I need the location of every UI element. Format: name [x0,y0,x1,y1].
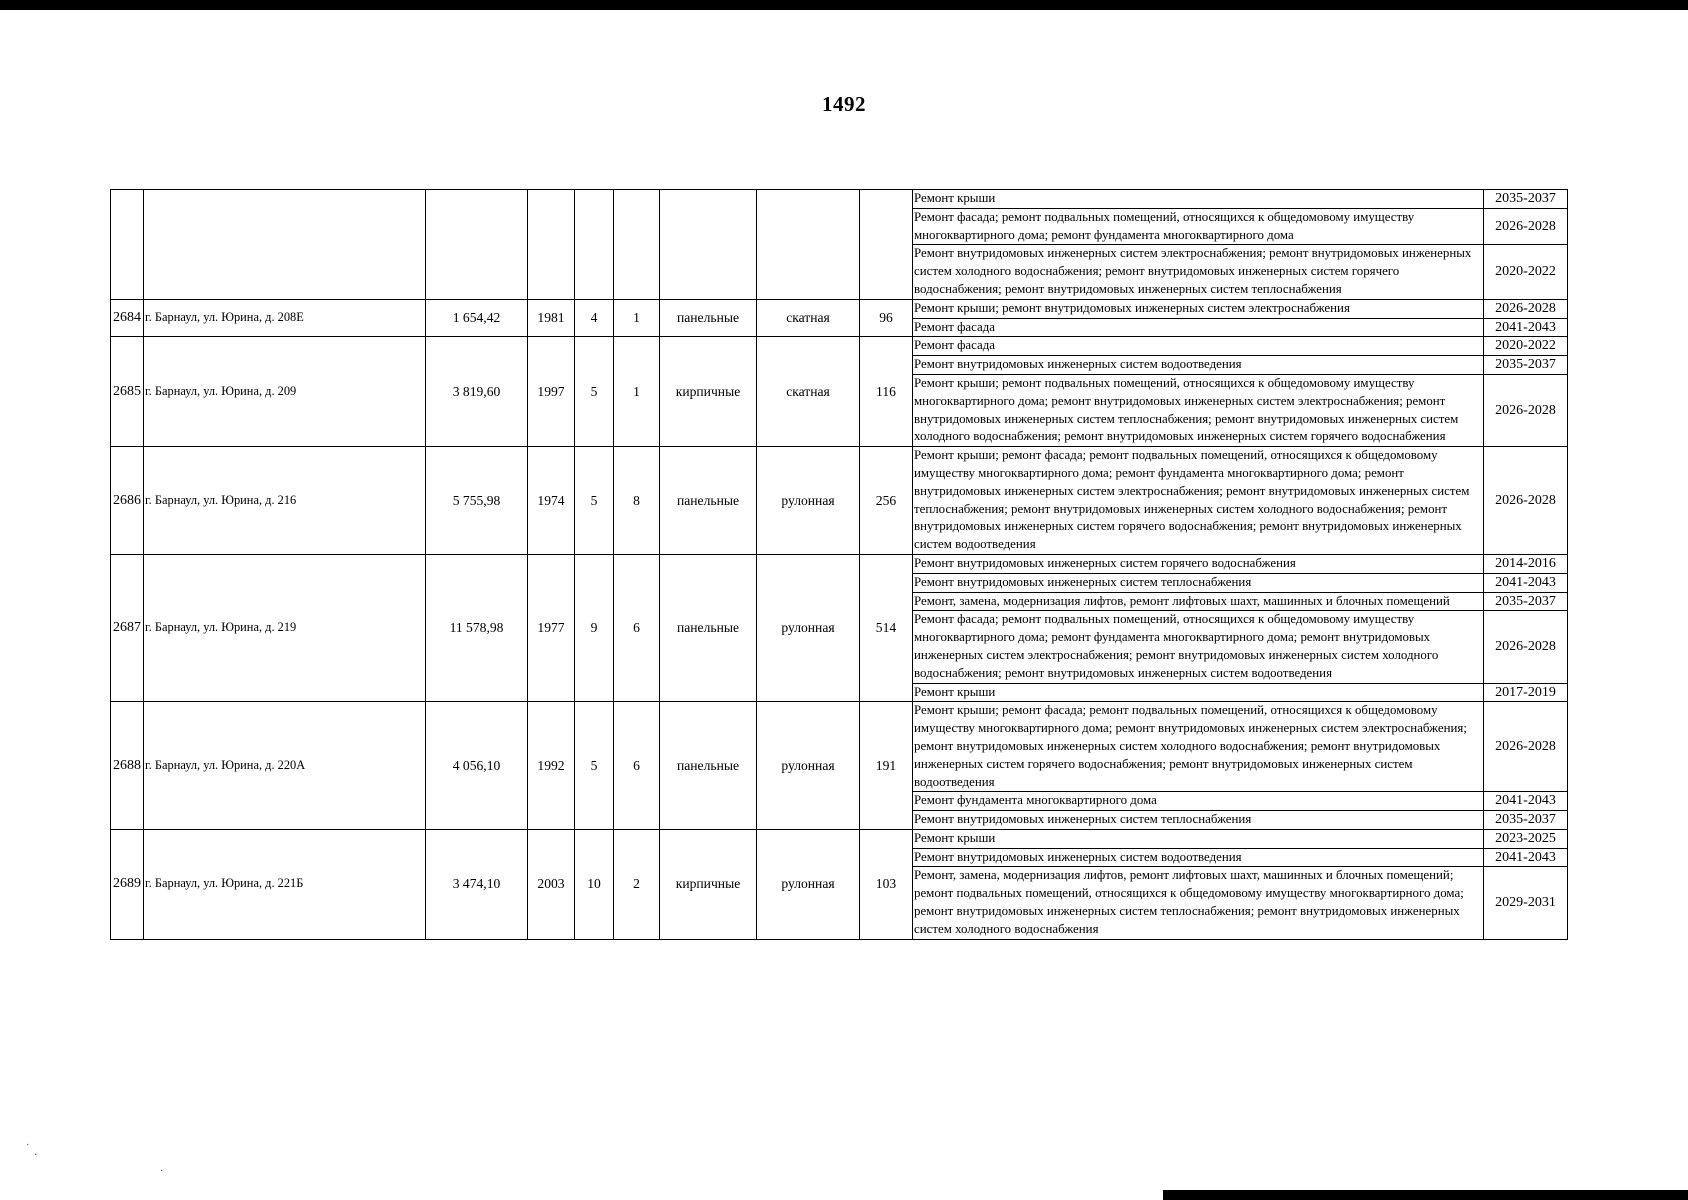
page-number: 1492 [822,92,866,116]
repair-work-cell: Ремонт крыши; ремонт внутридомовых инженерных систем электроснабжения [913,299,1484,318]
repair-work-cell: Ремонт внутридомовых инженерных систем горячего водоснабжения [913,554,1484,573]
scan-speck: · [26,1140,30,1151]
repair-work-cell: Ремонт фасада; ремонт подвальных помещений, относящихся к общедомовому имуществу многоквартирного дома; ремонт фундамента многоквартирного дома; ремонт внутридомовых инженерных систем электроснабжения; ремонт внутридомовых инженерных систем холодного водоснабжения; ремонт внутридомовых инженерных систем водоотведения [913,611,1484,683]
roof-cell: рулонная [757,554,860,701]
scan-top-border [0,0,1688,10]
floors-cell: 4 [575,299,614,337]
repair-work-cell: Ремонт крыши [913,829,1484,848]
repair-work-cell: Ремонт внутридомовых инженерных систем электроснабжения; ремонт внутридомовых инженерных систем холодного водоснабжения; ремонт внутридомовых инженерных систем горячего водоснабжения; ремонт внутридомовых инженерных систем теплоснабжения [913,245,1484,299]
repair-period-cell: 2017-2019 [1484,683,1568,702]
roof-cell: рулонная [757,447,860,555]
address-cell: г. Барнаул, ул. Юрина, д. 221Б [144,829,426,939]
address-cell: г. Барнаул, ул. Юрина, д. 209 [144,337,426,447]
roof-cell: рулонная [757,829,860,939]
area-cell [426,190,528,300]
register-body [111,190,1568,940]
repair-work-cell: Ремонт, замена, модернизация лифтов, ремонт лифтовых шахт, машинных и блочных помещений; ремонт подвальных помещений, относящихся к общедомовому имуществу многоквартирного дома; ремонт внутридомовых инженерных систем теплоснабжения; ремонт внутридомовых инженерных систем холодного водоснабжения [913,867,1484,939]
year-cell: 1997 [528,337,575,447]
address-cell: г. Барнаул, ул. Юрина, д. 219 [144,554,426,701]
repair-period-cell: 2026-2028 [1484,374,1568,446]
row-number-cell: 2686 [111,447,144,555]
roof-cell [757,190,860,300]
repair-period-cell: 2020-2022 [1484,337,1568,356]
repair-work-cell: Ремонт крыши; ремонт подвальных помещений, относящихся к общедомовому имуществу многоквартирного дома; ремонт внутридомовых инженерных систем электроснабжения; ремонт внутридомовых инженерных систем теплоснабжения; ремонт внутридомовых инженерных систем холодного водоснабжения; ремонт внутридомовых инженерных систем горячего водоснабжения [913,374,1484,446]
year-cell: 1977 [528,554,575,701]
table-row [111,554,1568,573]
repair-period-cell: 2026-2028 [1484,208,1568,245]
roof-cell: рулонная [757,702,860,830]
residents-cell [860,190,913,300]
floors-cell: 10 [575,829,614,939]
year-cell [528,190,575,300]
scan-speck: · [160,1166,164,1177]
capital-repair-register-table [110,189,1568,940]
repair-work-cell: Ремонт крыши [913,190,1484,209]
row-number-cell: 2684 [111,299,144,337]
repair-period-cell: 2029-2031 [1484,867,1568,939]
entrances-cell [614,190,660,300]
floors-cell: 5 [575,337,614,447]
walls-cell: кирпичные [660,337,757,447]
row-number-cell: 2689 [111,829,144,939]
residents-cell: 514 [860,554,913,701]
table-row [111,299,1568,318]
repair-work-cell: Ремонт внутридомовых инженерных систем теплоснабжения [913,811,1484,830]
repair-period-cell: 2041-2043 [1484,848,1568,867]
row-number-cell: 2688 [111,702,144,830]
table-row [111,337,1568,356]
walls-cell: панельные [660,447,757,555]
repair-period-cell: 2026-2028 [1484,299,1568,318]
repair-period-cell: 2026-2028 [1484,447,1568,555]
year-cell: 1974 [528,447,575,555]
entrances-cell: 6 [614,554,660,701]
scan-speck: · [34,1150,38,1161]
roof-cell: скатная [757,337,860,447]
repair-work-cell: Ремонт внутридомовых инженерных систем водоотведения [913,356,1484,375]
repair-work-cell: Ремонт, замена, модернизация лифтов, ремонт лифтовых шахт, машинных и блочных помещений [913,592,1484,611]
area-cell: 3 819,60 [426,337,528,447]
repair-work-cell: Ремонт внутридомовых инженерных систем теплоснабжения [913,573,1484,592]
repair-period-cell: 2035-2037 [1484,592,1568,611]
walls-cell: панельные [660,554,757,701]
scan-bottom-border [1163,1190,1688,1200]
year-cell: 1981 [528,299,575,337]
repair-work-cell: Ремонт фундамента многоквартирного дома [913,792,1484,811]
residents-cell: 191 [860,702,913,830]
row-number-cell [111,190,144,300]
walls-cell: кирпичные [660,829,757,939]
address-cell: г. Барнаул, ул. Юрина, д. 220А [144,702,426,830]
repair-work-cell: Ремонт фасада; ремонт подвальных помещений, относящихся к общедомовому имуществу многоквартирного дома; ремонт фундамента многоквартирного дома [913,208,1484,245]
table-row [111,190,1568,209]
residents-cell: 103 [860,829,913,939]
row-number-cell: 2687 [111,554,144,701]
walls-cell [660,190,757,300]
repair-period-cell: 2041-2043 [1484,792,1568,811]
area-cell: 5 755,98 [426,447,528,555]
address-cell [144,190,426,300]
area-cell: 11 578,98 [426,554,528,701]
floors-cell: 5 [575,447,614,555]
repair-period-cell: 2035-2037 [1484,811,1568,830]
repair-period-cell: 2041-2043 [1484,318,1568,337]
floors-cell: 5 [575,702,614,830]
repair-period-cell: 2026-2028 [1484,611,1568,683]
residents-cell: 96 [860,299,913,337]
entrances-cell: 1 [614,299,660,337]
repair-period-cell: 2035-2037 [1484,190,1568,209]
area-cell: 4 056,10 [426,702,528,830]
row-number-cell: 2685 [111,337,144,447]
entrances-cell: 1 [614,337,660,447]
repair-period-cell: 2014-2016 [1484,554,1568,573]
floors-cell [575,190,614,300]
residents-cell: 256 [860,447,913,555]
residents-cell: 116 [860,337,913,447]
repair-work-cell: Ремонт фасада [913,318,1484,337]
year-cell: 2003 [528,829,575,939]
area-cell: 1 654,42 [426,299,528,337]
repair-period-cell: 2035-2037 [1484,356,1568,375]
repair-work-cell: Ремонт внутридомовых инженерных систем водоотведения [913,848,1484,867]
area-cell: 3 474,10 [426,829,528,939]
table-row [111,829,1568,848]
entrances-cell: 8 [614,447,660,555]
repair-period-cell: 2023-2025 [1484,829,1568,848]
address-cell: г. Барнаул, ул. Юрина, д. 208Е [144,299,426,337]
table-row [111,702,1568,792]
year-cell: 1992 [528,702,575,830]
walls-cell: панельные [660,702,757,830]
entrances-cell: 2 [614,829,660,939]
entrances-cell: 6 [614,702,660,830]
table-row [111,447,1568,555]
roof-cell: скатная [757,299,860,337]
repair-work-cell: Ремонт крыши; ремонт фасада; ремонт подвальных помещений, относящихся к общедомовому имуществу многоквартирного дома; ремонт внутридомовых инженерных систем электроснабжения; ремонт внутридомовых инженерных систем холодного водоснабжения; ремонт внутридомовых инженерных систем горячего водоснабжения; ремонт внутридомовых инженерных систем водоотведения [913,702,1484,792]
repair-work-cell: Ремонт фасада [913,337,1484,356]
repair-period-cell: 2026-2028 [1484,702,1568,792]
address-cell: г. Барнаул, ул. Юрина, д. 216 [144,447,426,555]
repair-period-cell: 2041-2043 [1484,573,1568,592]
walls-cell: панельные [660,299,757,337]
repair-period-cell: 2020-2022 [1484,245,1568,299]
repair-work-cell: Ремонт крыши; ремонт фасада; ремонт подвальных помещений, относящихся к общедомовому имуществу многоквартирного дома; ремонт фундамента многоквартирного дома; ремонт внутридомовых инженерных систем электроснабжения; ремонт внутридомовых инженерных систем теплоснабжения; ремонт внутридомовых инженерных систем холодного водоснабжения; ремонт внутридомовых инженерных систем горячего водоснабжения; ремонт внутридомовых инженерных систем водоотведения [913,447,1484,555]
repair-work-cell: Ремонт крыши [913,683,1484,702]
floors-cell: 9 [575,554,614,701]
